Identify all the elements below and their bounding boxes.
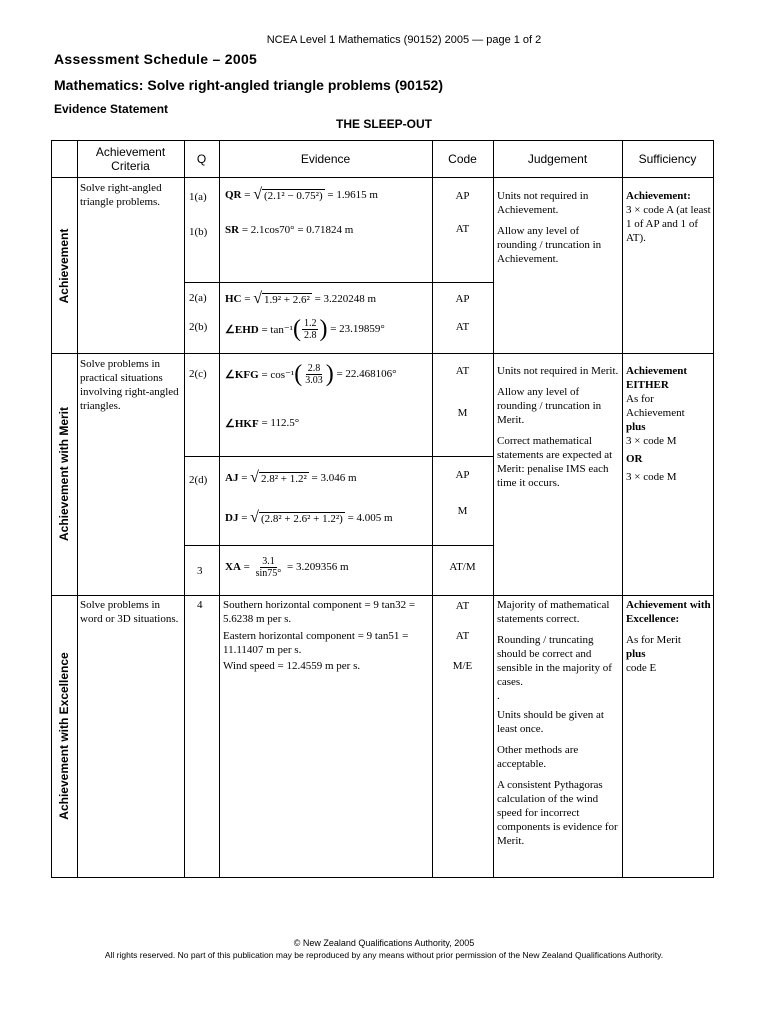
evidence-result: = 2.1cos70° = 0.71824 m <box>241 224 354 236</box>
judgement-note: Allow any level of rounding / truncation in Achievement. <box>497 225 602 265</box>
question-number: 2(b) <box>189 321 208 333</box>
fraction-denominator: sin75° <box>255 567 282 579</box>
sufficiency-or: OR <box>626 453 643 465</box>
col-q: Q <box>196 152 207 166</box>
code-cell: M <box>457 505 468 517</box>
judgement-note: Units not required in Merit. <box>497 365 619 377</box>
sufficiency-heading: Achievement with Excellence: <box>626 599 711 625</box>
evidence-hc: HC = √ 1.9² + 2.6² = 3.220248 m <box>225 290 377 307</box>
code-cell: AT <box>455 630 470 642</box>
col-criteria: Achievement Criteria <box>95 145 166 173</box>
question-number: 2(a) <box>189 292 207 304</box>
judgement-note: Allow any level of rounding / truncation in Merit. <box>497 386 602 426</box>
evidence-ehd: ∠EHD = tan⁻¹ ( $\frac{1.2}{2.8}$ ) = 23.19859° <box>225 316 385 342</box>
question-number: 3 <box>197 565 203 577</box>
band-merit: Achievement with Merit <box>57 406 71 542</box>
judgement-note: Majority of mathematical statements correct. <box>497 599 610 625</box>
evidence-func: = tan⁻¹ <box>261 323 293 336</box>
fraction-numerator: 2.8 <box>307 362 321 374</box>
code-cell: AT/M <box>449 561 476 573</box>
footer-copyright: © New Zealand Qualifications Authority, 2005 <box>293 938 475 948</box>
col-evidence: Evidence <box>300 152 351 166</box>
judgement-note: . <box>497 690 500 702</box>
col-code: Code <box>448 152 477 166</box>
evidence-var: AJ <box>225 472 239 484</box>
evidence-var: DJ <box>225 512 239 524</box>
judgement-note: Other methods are acceptable. <box>497 744 579 770</box>
page-title: Assessment Schedule – 2005 <box>54 51 258 67</box>
sufficiency-excellence <box>626 598 712 675</box>
evidence-result: = 3.209356 m <box>287 561 349 573</box>
fraction-denominator: 3.03 <box>305 374 323 386</box>
code-cell: AT <box>455 365 470 377</box>
criteria-excellence: Solve problems in word or 3D situations. <box>80 599 179 625</box>
sufficiency-plus: plus <box>626 421 646 433</box>
fraction-numerator: 1.2 <box>303 317 317 329</box>
evidence-xa: XA = $\frac{3.1}{\sin 75^\circ}$ = 3.209356 m <box>225 555 349 579</box>
evidence-func: = cos⁻¹ <box>261 368 295 381</box>
col-judgement: Judgement <box>527 152 588 166</box>
sufficiency-text: As for Achievement <box>626 393 685 419</box>
question-number: 1(a) <box>189 191 207 203</box>
code-cell: M <box>457 407 468 419</box>
question-number: 2(c) <box>189 368 207 380</box>
sqrt-expression: (2.8² + 2.6² + 1.2²) <box>260 513 343 525</box>
code-cell: AP <box>455 190 470 202</box>
evidence-var: QR <box>225 189 242 201</box>
sufficiency-text: 3 × code M <box>626 471 677 483</box>
sufficiency-plus: plus <box>626 648 646 660</box>
evidence-dj: DJ = √ (2.8² + 2.6² + 1.2²) = 4.005 m <box>225 509 393 526</box>
evidence-east: Eastern horizontal component = 9 tan51 = 11.11407 m per s. <box>223 630 409 656</box>
evidence-result: = 112.5° <box>261 417 300 429</box>
evidence-result: = 3.046 m <box>311 472 357 484</box>
footer-rights: All rights reserved. No part of this publication may be reproduced by any means without prior permission of the New Zealand Qualifications Authority. <box>104 950 664 960</box>
code-cell: M/E <box>452 660 473 672</box>
evidence-result: = 4.005 m <box>347 512 393 524</box>
sufficiency-text: As for Merit <box>626 634 681 646</box>
evidence-result: = 23.19859° <box>330 323 385 335</box>
table-title: THE SLEEP-OUT <box>335 117 432 131</box>
evidence-var: HC <box>225 293 242 305</box>
evidence-qr: QR = √ (2.1² − 0.75²) = 1.9615 m <box>225 186 378 203</box>
evidence-var: ∠HKF <box>225 417 259 430</box>
code-cell: AT <box>455 223 470 235</box>
judgement-merit <box>497 364 619 490</box>
sufficiency-text: code E <box>626 662 657 674</box>
code-cell: AT <box>455 600 470 612</box>
running-head: NCEA Level 1 Mathematics (90152) 2005 — page 1 of 2 <box>266 34 542 46</box>
col-sufficiency: Sufficiency <box>638 152 697 166</box>
code-cell: AT <box>455 321 470 333</box>
sqrt-expression: 2.8² + 1.2² <box>260 473 307 485</box>
sqrt-expression: (2.1² − 0.75²) <box>264 190 323 202</box>
band-excellence: Achievement with Excellence <box>57 652 71 820</box>
judgement-note: Units should be given at least once. <box>497 709 604 735</box>
evidence-south: Southern horizontal component = 9 tan32 = 5.6238 m per s. <box>223 599 416 625</box>
evidence-result: = 3.220248 m <box>314 293 377 305</box>
code-cell: AP <box>455 469 470 481</box>
sufficiency-heading: Achievement: <box>626 190 691 202</box>
judgement-note: A consistent Pythagoras calculation of the wind speed for incorrect components is evidence for Merit. <box>497 779 618 847</box>
evidence-hkf <box>225 414 299 432</box>
judgement-achievement <box>497 189 619 266</box>
judgement-note: Rounding / truncating should be correct and sensible in the majority of cases. <box>497 634 612 688</box>
code-cell: AP <box>455 293 470 305</box>
judgement-note: Correct mathematical statements are expected at Merit: penalise IMS each time it occurs. <box>497 435 613 489</box>
sufficiency-achievement <box>626 189 712 245</box>
sufficiency-heading: Achievement EITHER <box>626 365 688 391</box>
question-number: 2(d) <box>189 474 208 486</box>
fraction-numerator: 3.1 <box>262 555 275 567</box>
band-achievement: Achievement <box>57 228 71 304</box>
question-number: 4 <box>197 599 203 611</box>
evidence-var: ∠EHD <box>225 323 259 336</box>
evidence-var: ∠KFG <box>225 368 259 381</box>
evidence-var: XA <box>225 561 241 573</box>
judgement-excellence <box>497 598 619 848</box>
page-subtitle: Mathematics: Solve right-angled triangle problems (90152) <box>54 77 443 93</box>
evidence-sr <box>225 221 353 239</box>
criteria-merit: Solve problems in practical situations involving right-angled triangles. <box>80 358 179 412</box>
evidence-kfg: ∠KFG = cos⁻¹ ( $\frac{2.8}{3.03}$ ) = 22.468106° <box>225 361 397 387</box>
evidence-aj: AJ = √ 2.8² + 1.2² = 3.046 m <box>225 469 357 486</box>
criteria-achievement: Solve right-angled triangle problems. <box>80 182 162 208</box>
section-heading: Evidence Statement <box>54 102 169 116</box>
sqrt-expression: 1.9² + 2.6² <box>264 294 310 306</box>
evidence-var: SR <box>225 224 240 236</box>
sufficiency-text: 3 × code A (at least 1 of AP and 1 of AT). <box>626 204 711 244</box>
sufficiency-text: 3 × code M <box>626 435 677 447</box>
sufficiency-merit <box>626 364 712 484</box>
evidence-result: = 22.468106° <box>336 368 397 380</box>
evidence-result: = 1.9615 m <box>327 189 378 201</box>
evidence-wind: Wind speed = 12.4559 m per s. <box>223 660 361 672</box>
judgement-note: Units not required in Achievement. <box>497 190 589 216</box>
fraction-denominator: 2.8 <box>303 329 317 341</box>
question-number: 1(b) <box>189 226 208 238</box>
